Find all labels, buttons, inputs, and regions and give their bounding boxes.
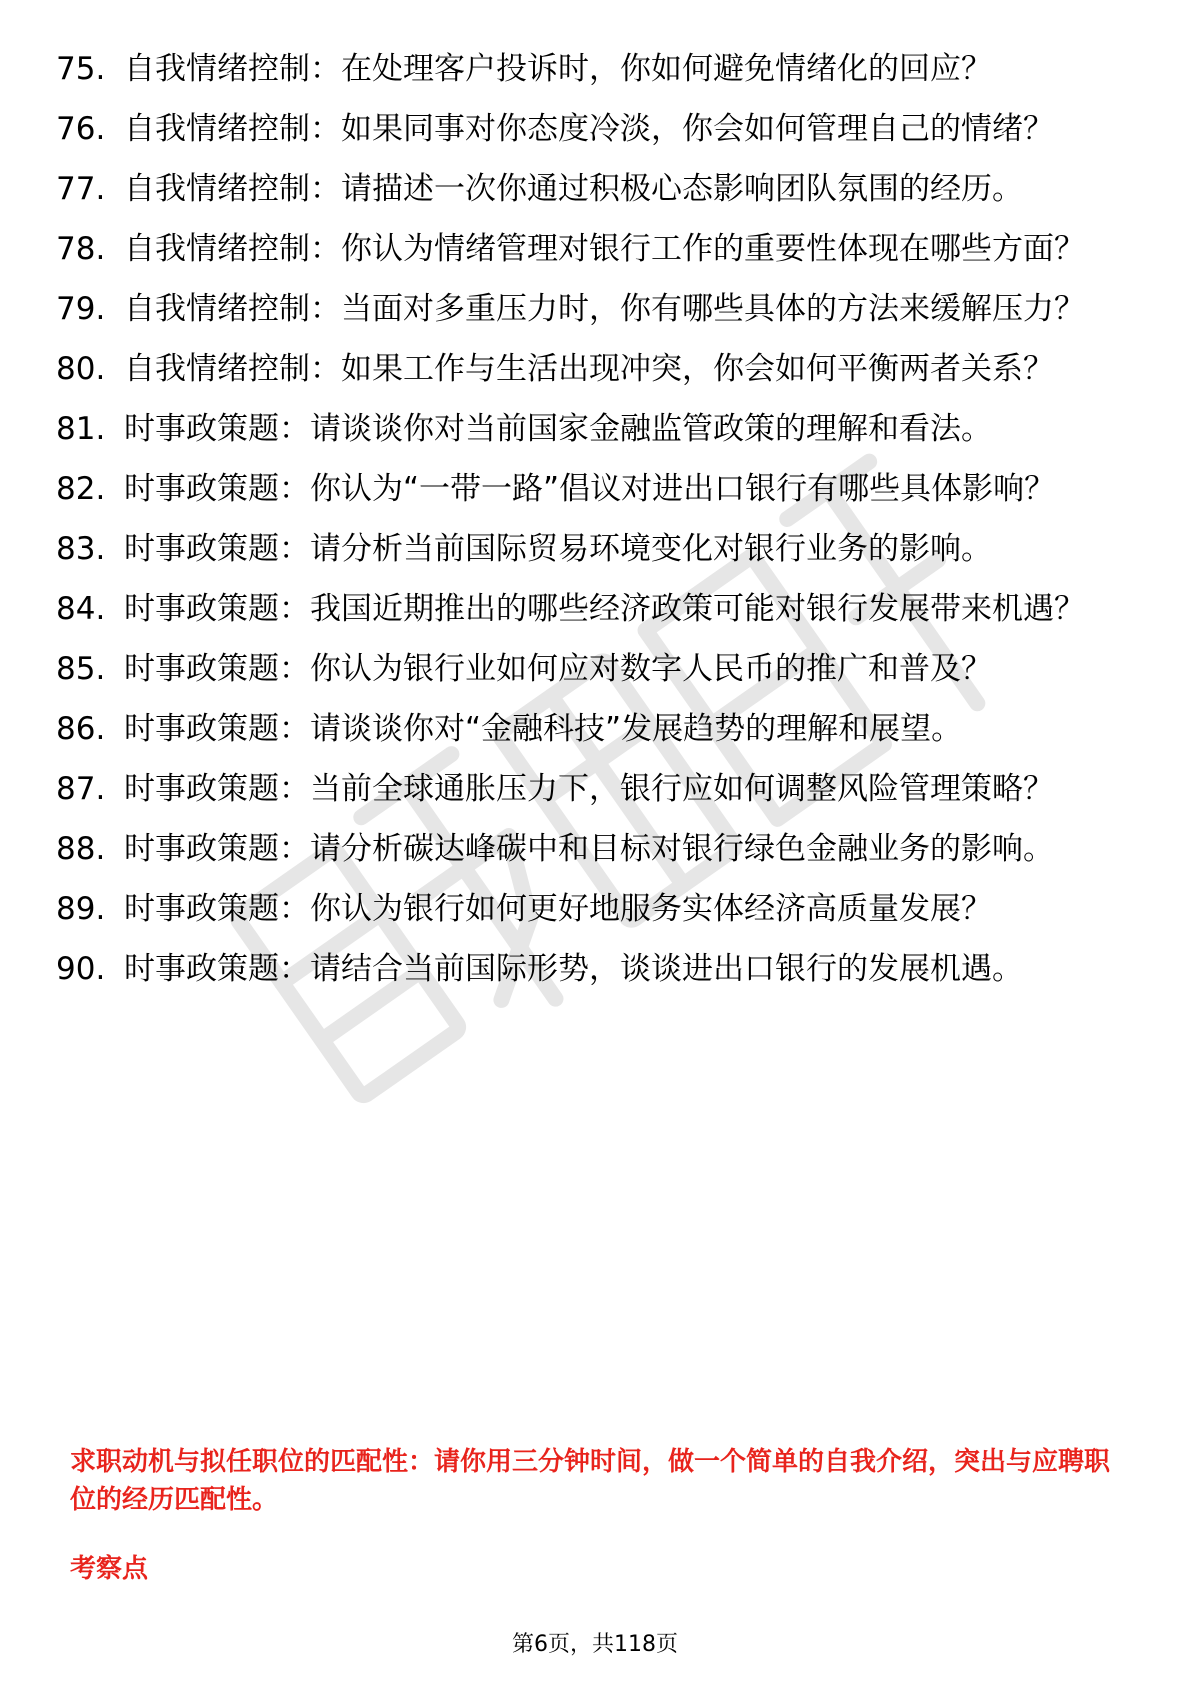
question-number: 89. <box>56 891 106 927</box>
question-number: 90. <box>56 951 106 987</box>
question-text: 时事政策题：请谈谈你对“金融科技”发展趋势的理解和展望。 <box>124 711 963 747</box>
question-item <box>56 948 1116 990</box>
question-item <box>56 888 1116 930</box>
question-number: 78. <box>56 231 106 267</box>
question-item <box>56 228 1116 270</box>
question-item <box>56 348 1116 390</box>
question-item <box>56 708 1116 750</box>
question-item <box>56 408 1116 450</box>
question-number: 80. <box>56 351 106 387</box>
question-item <box>56 468 1116 510</box>
question-text: 时事政策题：请谈谈你对当前国家金融监管政策的理解和看法。 <box>124 411 992 447</box>
question-number: 81. <box>56 411 106 447</box>
question-number: 76. <box>56 111 106 147</box>
question-number: 87. <box>56 771 106 807</box>
question-text: 时事政策题：当前全球通胀压力下，银行应如何调整风险管理策略？ <box>124 771 1054 807</box>
question-item <box>56 108 1116 150</box>
section-title: 求职动机与拟任职位的匹配性：请你用三分钟时间，做一个简单的自我介绍，突出与应聘职位的经历匹配性。 <box>70 1447 1111 1515</box>
page-number: 第6页，共118页 <box>512 1632 678 1657</box>
question-number: 83. <box>56 531 106 567</box>
question-item <box>56 828 1116 870</box>
question-text: 时事政策题：请分析碳达峰碳中和目标对银行绿色金融业务的影响。 <box>124 831 1054 867</box>
question-text: 自我情绪控制：请描述一次你通过积极心态影响团队氛围的经历。 <box>124 171 1023 207</box>
question-number: 86. <box>56 711 106 747</box>
question-item <box>56 168 1116 210</box>
question-item <box>56 648 1116 690</box>
question-text: 自我情绪控制：当面对多重压力时，你有哪些具体的方法来缓解压力？ <box>124 291 1085 327</box>
question-number: 79. <box>56 291 106 327</box>
question-text: 时事政策题：你认为“一带一路”倡议对进出口银行有哪些具体影响？ <box>124 471 1056 507</box>
question-text: 时事政策题：我国近期推出的哪些经济政策可能对银行发展带来机遇？ <box>124 591 1085 627</box>
question-text: 时事政策题：请分析当前国际贸易环境变化对银行业务的影响。 <box>124 531 992 567</box>
question-number: 82. <box>56 471 106 507</box>
question-item <box>56 48 1116 90</box>
question-list <box>56 48 1116 1008</box>
question-number: 88. <box>56 831 106 867</box>
question-text: 时事政策题：请结合当前国际形势，谈谈进出口银行的发展机遇。 <box>124 951 1023 987</box>
question-text: 自我情绪控制：在处理客户投诉时，你如何避免情绪化的回应？ <box>124 51 992 87</box>
question-number: 75. <box>56 51 106 87</box>
question-text: 自我情绪控制：如果同事对你态度冷淡，你会如何管理自己的情绪？ <box>124 111 1054 147</box>
question-text: 自我情绪控制：你认为情绪管理对银行工作的重要性体现在哪些方面？ <box>124 231 1085 267</box>
question-item <box>56 528 1116 570</box>
question-item <box>56 588 1116 630</box>
question-text: 时事政策题：你认为银行如何更好地服务实体经济高质量发展？ <box>124 891 992 927</box>
question-number: 85. <box>56 651 106 687</box>
question-number: 77. <box>56 171 106 207</box>
question-number: 84. <box>56 591 106 627</box>
section-subtitle: 考察点 <box>70 1554 149 1584</box>
question-item <box>56 288 1116 330</box>
question-item <box>56 768 1116 810</box>
question-text: 时事政策题：你认为银行业如何应对数字人民币的推广和普及？ <box>124 651 992 687</box>
question-text: 自我情绪控制：如果工作与生活出现冲突，你会如何平衡两者关系？ <box>124 351 1054 387</box>
